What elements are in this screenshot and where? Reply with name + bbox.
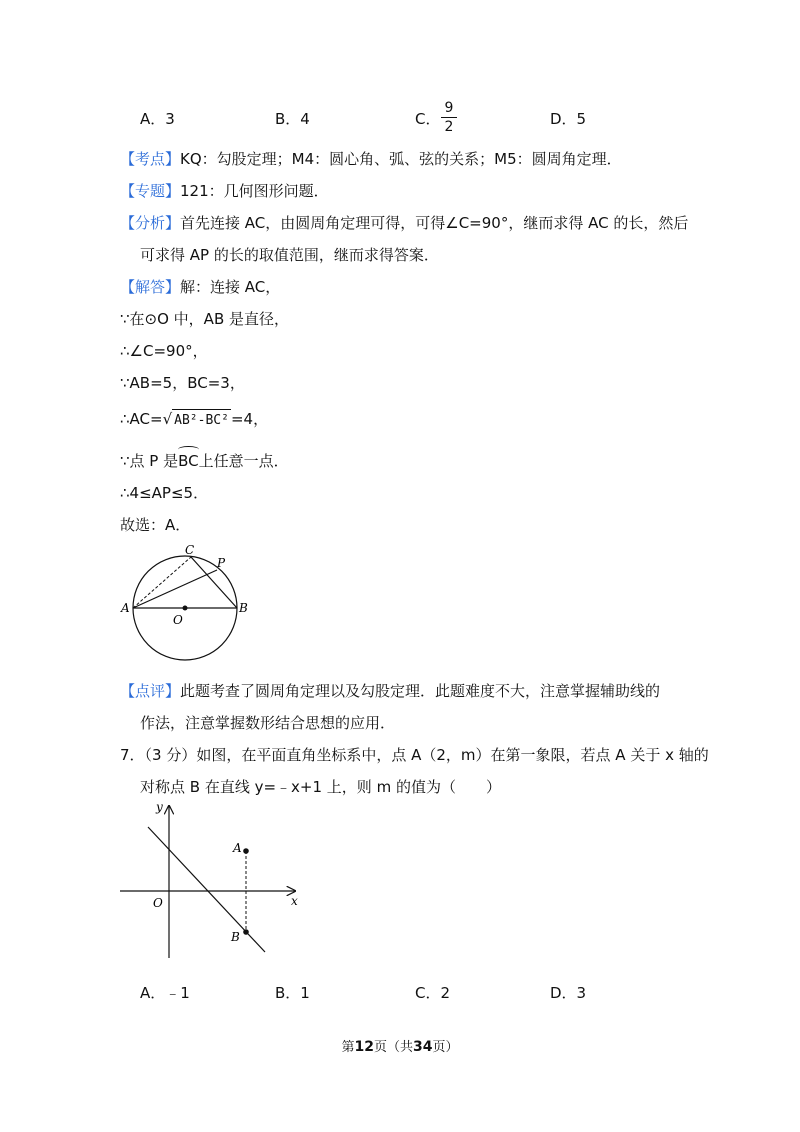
label-origin: O bbox=[153, 896, 163, 910]
label-p: P bbox=[217, 556, 226, 570]
circle-figure bbox=[115, 540, 255, 665]
q7-option-c: C．2 bbox=[415, 984, 451, 1002]
kaodian-tag: 【考点】 bbox=[120, 150, 181, 168]
fraction-numerator: 9 bbox=[444, 100, 454, 116]
arc-bc: BC bbox=[178, 452, 199, 470]
q7-line-2: 对称点 B 在直线 y=﹣x+1 上，则 m 的值为（ ） bbox=[140, 778, 501, 796]
sqrt-sign: √ bbox=[162, 410, 173, 428]
dianping-text-1: 此题考查了圆周角定理以及勾股定理．此题难度不大，注意掌握辅助线的 bbox=[180, 682, 661, 700]
solution-step-3: ∵AB=5，BC=3， bbox=[120, 374, 245, 392]
dianping-line-1 bbox=[120, 680, 660, 702]
q7-option-b: B．1 bbox=[275, 984, 310, 1002]
label-x: x bbox=[291, 894, 298, 908]
center-point bbox=[183, 606, 188, 611]
q7-option-d: D．3 bbox=[550, 984, 587, 1002]
q7-option-a: A．﹣1 bbox=[140, 984, 190, 1002]
footer-page-number: 12 bbox=[354, 1039, 374, 1055]
dianping-tag: 【点评】 bbox=[120, 682, 181, 700]
coordinate-figure bbox=[115, 800, 305, 960]
footer-pre: 第 bbox=[341, 1040, 355, 1055]
footer-total-pages: 34 bbox=[413, 1039, 433, 1055]
zhuanti-text: 121：几何图形问题． bbox=[180, 182, 329, 200]
dianping-text-2: 作法，注意掌握数形结合思想的应用． bbox=[140, 714, 396, 732]
solution-step-5 bbox=[120, 450, 289, 472]
solution-step-6: ∴4≤AP≤5． bbox=[120, 484, 209, 502]
label-a: A bbox=[121, 601, 130, 615]
jieda-line bbox=[120, 276, 280, 298]
solution-step-4 bbox=[120, 408, 268, 432]
fenxi-line-1 bbox=[120, 212, 688, 234]
footer-mid: 页（共 bbox=[373, 1040, 413, 1055]
solution-step-7: 故选：A． bbox=[120, 516, 191, 534]
option-b: B．4 bbox=[275, 110, 310, 128]
point-b bbox=[243, 929, 249, 935]
option-c-label: C． bbox=[415, 110, 441, 128]
q7-line-1: 7．（3 分）如图，在平面直角坐标系中，点 A（2，m）在第一象限，若点 A 关于 x 轴的 bbox=[120, 746, 709, 764]
step5-prefix: ∵点 P 是 bbox=[120, 452, 179, 470]
fenxi-tag: 【分析】 bbox=[120, 214, 181, 232]
page-footer bbox=[0, 1036, 800, 1055]
footer-post: 页） bbox=[432, 1040, 459, 1055]
sqrt-radicand: AB²-BC² bbox=[172, 409, 231, 432]
kaodian-text: KQ：勾股定理；M4：圆心角、弧、弦的关系；M5：圆周角定理． bbox=[180, 150, 622, 168]
label-point-b: B bbox=[231, 930, 240, 944]
option-a: A．3 bbox=[140, 110, 175, 128]
jieda-tag: 【解答】 bbox=[120, 278, 181, 296]
label-o: O bbox=[173, 613, 183, 627]
jieda-text: 解：连接 AC， bbox=[180, 278, 281, 296]
step4-suffix: =4， bbox=[230, 410, 269, 428]
fenxi-text-2: 可求得 AP 的长的取值范围，继而求得答案． bbox=[140, 246, 439, 264]
solution-step-2: ∴∠C=90°， bbox=[120, 342, 208, 360]
label-c: C bbox=[185, 543, 195, 557]
label-b: B bbox=[239, 601, 248, 615]
fraction-denominator: 2 bbox=[444, 119, 454, 135]
solution-step-1: ∵在⊙O 中，AB 是直径， bbox=[120, 310, 290, 328]
label-point-a: A bbox=[233, 841, 242, 855]
fenxi-text-1: 首先连接 AC，由圆周角定理可得，可得∠C=90°，继而求得 AC 的长，然后 bbox=[180, 214, 689, 232]
zhuanti-line bbox=[120, 180, 329, 202]
step4-prefix: ∴AC= bbox=[120, 410, 163, 428]
label-y: y bbox=[156, 800, 163, 814]
point-a bbox=[243, 848, 249, 854]
option-c-fraction bbox=[441, 100, 457, 135]
zhuanti-tag: 【专题】 bbox=[120, 182, 181, 200]
kaodian-line bbox=[120, 148, 622, 170]
chord-ap bbox=[133, 570, 217, 608]
option-d: D．5 bbox=[550, 110, 587, 128]
chord-ac bbox=[133, 557, 191, 608]
step5-suffix: 上任意一点． bbox=[198, 452, 289, 470]
